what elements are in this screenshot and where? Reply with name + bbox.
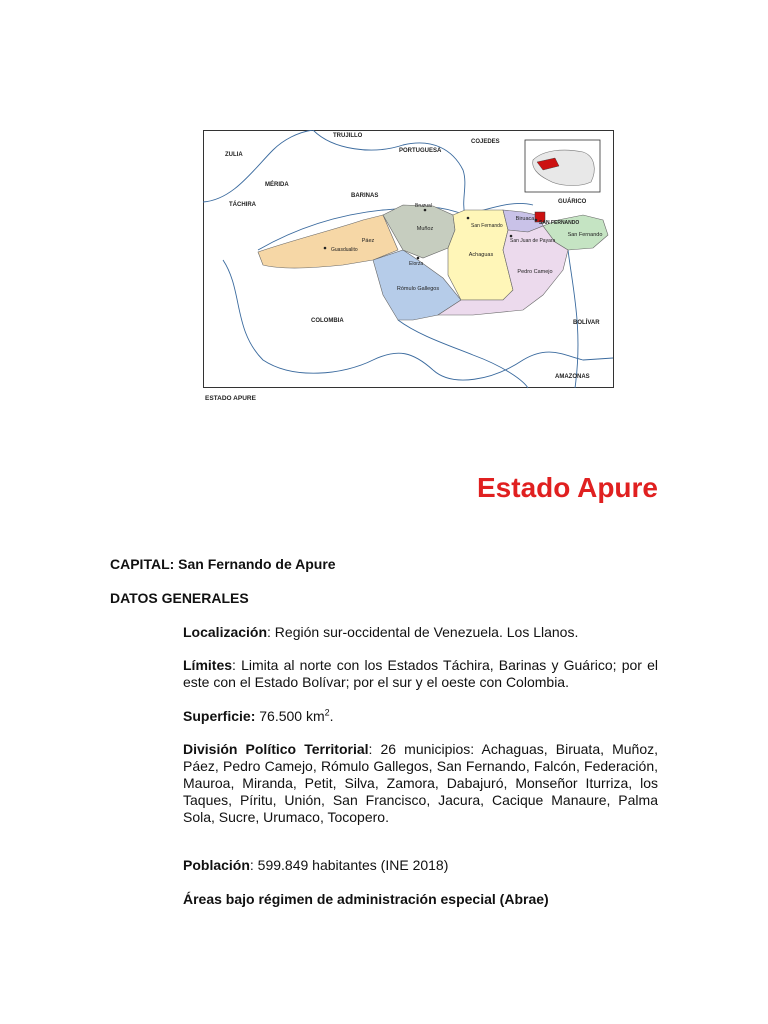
town-san-juan-de-payara: San Juan de Payara [510, 238, 556, 244]
page-title: Estado Apure [477, 472, 658, 503]
label-amazonas: AMAZONAS [555, 374, 590, 380]
superficie-paragraph [183, 708, 658, 725]
town-san-fernando-small: San Fernando [471, 223, 503, 229]
label-zulia: ZULIA [225, 152, 243, 158]
label-pedro-camejo: Pedro Camejo [517, 269, 553, 275]
label-merida: MÉRIDA [265, 182, 289, 188]
label-trujillo: TRUJILLO [333, 133, 363, 139]
label-bolivar: BOLÍVAR [573, 320, 600, 326]
areas-heading: Áreas bajo régimen de administración especial (Abrae) [183, 891, 549, 907]
division-paragraph [183, 741, 658, 826]
town-guasdualito: Guasdualito [331, 247, 358, 253]
label-cojedes: COJEDES [471, 139, 500, 145]
inset-map [525, 140, 600, 192]
datos-generales-heading: DATOS GENERALES [110, 590, 249, 606]
label-san-fernando: San Fernando [567, 232, 603, 238]
town-san-fernando: SAN FERNANDO [539, 220, 580, 226]
label-colombia: COLOMBIA [311, 318, 344, 324]
town-elorza: Elorza [409, 261, 424, 267]
map-caption: ESTADO APURE [205, 395, 256, 402]
superficie-label: Superficie: [183, 708, 256, 724]
localizacion-text: : Región sur-occidental de Venezuela. Los Llanos. [267, 624, 579, 640]
poblacion-label: Población [183, 857, 250, 873]
superficie-end: . [329, 708, 334, 724]
division-text: : 26 municipios: Achaguas, Biruata, Muñoz, Páez, Pedro Camejo, Rómulo Gallegos, San Fernando, Falcón, Federación, Mauroa, Miranda, Petit, Silva, Zamora, Dabajuró, Monseñor Iturriza, los Taques, Píritu, Unión, San Francisco, Jacura, Cacique Manaure, Palma Sola, Sucre, Urumaco, Tocopero. [183, 741, 659, 825]
label-paez: Páez [361, 238, 375, 244]
label-romulo-gallegos: Rómulo Gallegos [396, 286, 440, 292]
capital-heading: CAPITAL: San Fernando de Apure [110, 556, 336, 572]
apure-state-map [203, 130, 614, 411]
localizacion-paragraph [183, 624, 658, 641]
label-barinas: BARINAS [351, 193, 379, 199]
limites-label: Límites [183, 657, 233, 673]
localizacion-label: Localización [183, 624, 268, 640]
poblacion-paragraph [183, 857, 658, 874]
label-guarico: GUÁRICO [558, 199, 587, 205]
division-label: División Político Territorial [183, 741, 369, 757]
poblacion-text: : 599.849 habitantes (INE 2018) [249, 857, 449, 873]
town-bruzual: Bruzual [415, 203, 432, 209]
label-achaguas: Achaguas [468, 252, 494, 258]
label-portuguesa: PORTUGUESA [399, 148, 442, 154]
label-tachira: TÁCHIRA [229, 202, 256, 208]
label-munoz: Muñoz [416, 226, 434, 232]
label-biruaca: Biruaca [515, 216, 535, 222]
superficie-value: 76.500 km [255, 708, 325, 724]
limites-text: : Limita al norte con los Estados Táchira, Barinas y Guárico; por el este con el Estado Bolívar; por el sur y el oeste con Colombia. [183, 657, 658, 690]
limites-paragraph [183, 657, 658, 691]
superficie-exponent: 2 [324, 707, 330, 718]
